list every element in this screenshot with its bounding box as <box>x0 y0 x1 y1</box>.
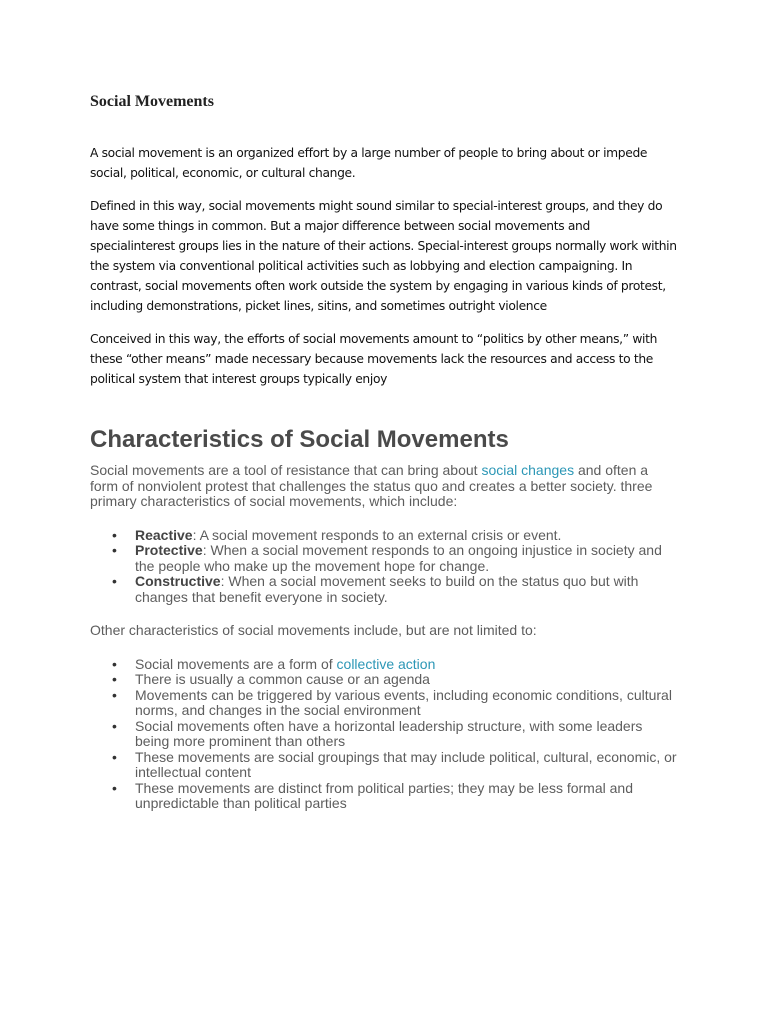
paragraph-comparison: Defined in this way, social movements might sound similar to special-interest groups, and they do have some things in common. But a major difference between social movements and specialinterest groups lies in the nature of their actions. Special-interest groups normally work within the system via conventional political activities such as lobbying and election campaigning. In contrast, social movements often work outside the system by engaging in various kinds of protest, including demonstrations, picket lines, sitins, and sometimes outright violence <box>90 199 677 313</box>
term-reactive: Reactive <box>135 526 193 543</box>
paragraph-politics-by-other-means: Conceived in this way, the efforts of social movements amount to “politics by other means,” with these “other means” made necessary because movements lack the resources and access to the political system that interest groups typically enjoy <box>90 332 658 386</box>
list-item <box>112 573 678 605</box>
bullet-icon: • <box>112 573 117 589</box>
term-protective: Protective <box>135 542 203 558</box>
document-title: Social Movements <box>90 93 214 110</box>
document-page <box>90 92 678 830</box>
bullet-icon: • <box>112 717 117 734</box>
collective-action-link[interactable]: collective action <box>336 655 436 672</box>
list-item-text: These movements are distinct from political parties; they may be less formal and unpredictable than political parties <box>135 779 633 811</box>
bullet-icon: • <box>112 526 117 543</box>
characteristics-intro <box>90 463 678 510</box>
term-constructive: Constructive <box>135 573 221 589</box>
list-item-text: Movements can be triggered by various events, including economic conditions, cultural norms, and changes in the social environment <box>135 686 672 718</box>
list-item-text: There is usually a common cause or an agenda <box>135 671 430 687</box>
bullet-icon: • <box>112 542 117 558</box>
list-item <box>112 779 678 812</box>
paragraph-definition: A social movement is an organized effort by a large number of people to bring about or impede social, political, economic, or cultural change. <box>90 146 648 180</box>
primary-characteristics-list <box>90 528 678 606</box>
list-item <box>112 671 678 688</box>
intro-text-before-link: Social movements are a tool of resistance that can bring about <box>90 462 482 478</box>
bullet-icon: • <box>112 779 117 796</box>
other-characteristics-list <box>90 657 678 812</box>
bullet-icon: • <box>112 748 117 765</box>
term-description: : A social movement responds to an external crisis or event. <box>192 526 562 543</box>
section-heading: Characteristics of Social Movements <box>90 426 509 453</box>
list-item <box>112 526 678 544</box>
other-characteristics-intro: Other characteristics of social movements include, but are not limited to: <box>90 622 537 638</box>
term-description: : When a social movement seeks to build on the status quo but with changes that benefit everyone in society. <box>135 573 639 605</box>
social-changes-link[interactable]: social changes <box>481 462 575 478</box>
list-item-text: These movements are social groupings that may include political, cultural, economic, or intellectual content <box>135 748 677 780</box>
bullet-icon: • <box>112 671 117 687</box>
list-item <box>112 686 678 719</box>
list-item-text: Social movements are a form of <box>135 655 337 672</box>
list-item <box>112 748 678 781</box>
list-item <box>112 717 678 750</box>
bullet-icon: • <box>112 686 117 703</box>
intro-text-after-link: and often a form of nonviolent protest that challenges the status quo and creates a better society. three primary characteristics of social movements, which include: <box>90 462 653 509</box>
list-item <box>112 542 678 574</box>
term-description: : When a social movement responds to an ongoing injustice in society and the people who make up the movement hope for change. <box>135 542 662 574</box>
list-item <box>112 655 678 673</box>
list-item-text: Social movements often have a horizontal leadership structure, with some leaders being more prominent than others <box>135 717 643 749</box>
bullet-icon: • <box>112 655 117 672</box>
